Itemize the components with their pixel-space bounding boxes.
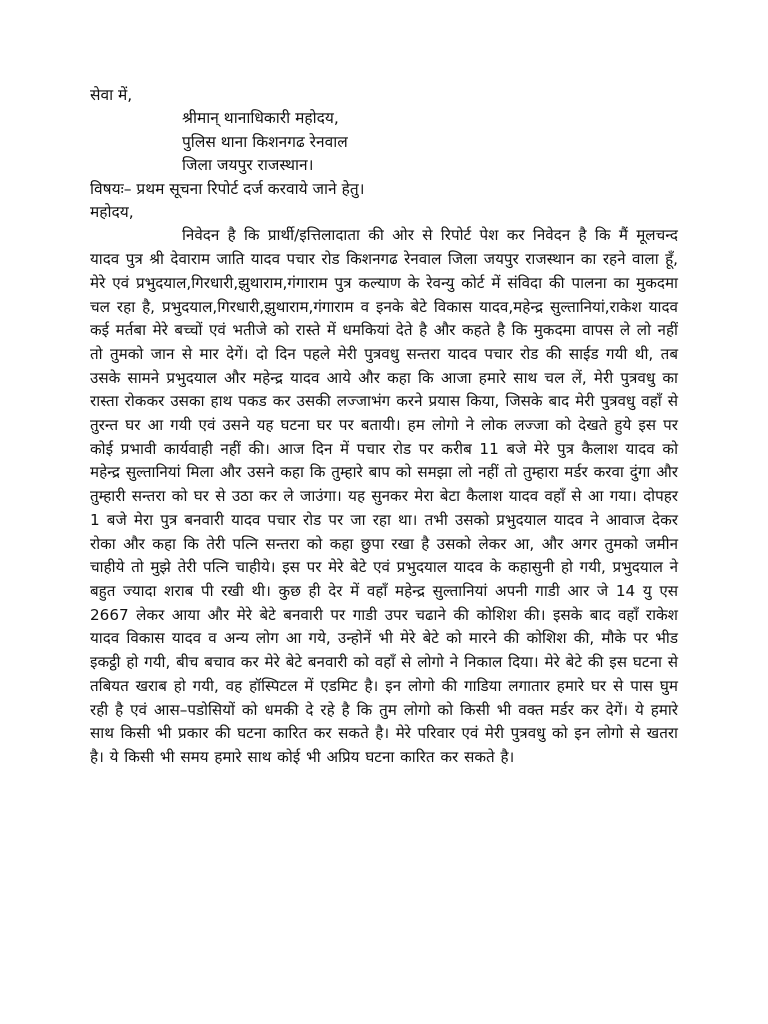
letter-page bbox=[90, 84, 678, 770]
recipient-line-1: श्रीमान् थानाधिकारी महोदय, bbox=[182, 109, 339, 128]
subject-line: विषयः– प्रथम सूचना रिपोर्ट दर्ज करवाये जाने हेतु। bbox=[90, 179, 365, 198]
recipient-line-3: जिला जयपुर राजस्थान। bbox=[182, 156, 314, 175]
recipient-line-2: पुलिस थाना किशनगढ रेनवाल bbox=[182, 132, 348, 151]
letter-body-text: निवेदन है कि प्रार्थी/इत्तिलादाता की ओर से रिपोर्ट पेश कर निवेदन है कि मैं मूलचन्द यादव पुत्र श्री देवाराम जाति यादव पचार रोड किशनगढ रेनवाल जिला जयपुर राजस्थान का रहने वाला हूँ, मेरे एवं प्रभुदयाल,गिरधारी,झुथाराम,गंगाराम पुत्र कल्याण के रेवन्यु कोर्ट में संविदा की पालना का मुकदमा चल रहा है, प्रभुदयाल,गिरधारी,झुथाराम,गंगाराम व इनके बेटे विकास यादव,महेन्द्र सुल्तानियां,राकेश यादव कई मर्तबा मेरे बच्चों एवं भतीजे को रास्ते में धमकियां देते है और कहते है कि मुकदमा वापस ले लो नहीं तो तुमको जान से मार देगें। दो दिन पहले मेरी पुत्रवधु सन्तरा यादव पचार रोड की साईड गयी थी, तब उसके सामने प्रभुदयाल और महेन्द्र यादव आये और कहा कि आजा हमारे साथ चल लें, मेरी पुत्रवधु का रास्ता रोककर उसका हाथ पकड कर उसकी लज्जाभंग करने प्रयास किया, जिसके बाद मेरी पुत्रवधु वहाँ से तुरन्त घर आ गयी एवं उसने यह घटना घर पर बतायी। हम लोगो ने लोक लज्जा को देखते हुये इस पर कोई प्रभावी कार्यवाही नहीं की। आज दिन में पचार रोड पर करीब 11 बजे मेरे पुत्र कैलाश यादव को महेन्द्र सुल्तानियां मिला और उसने कहा कि तुम्हारे बाप को समझा लो नहीं तो तुम्हारा मर्डर करवा दुंगा और तुम्हारी सन्तरा को घर से उठा कर ले जाउंगा। यह सुनकर मेरा बेटा कैलाश यादव वहाँ से आ गया। दोपहर 1 बजे मेरा पुत्र बनवारी यादव पचार रोड पर जा रहा था। तभी उसको प्रभुदयाल यादव ने आवाज देकर रोका और कहा कि तेरी पत्नि सन्तरा को कहा छुपा रखा है उसको लेकर आ, और अगर तुमको जमीन चाहीये तो मुझे तेरी पत्नि चाहीये। इस पर मेरे बेटे एवं प्रभुदयाल यादव के कहासुनी हो गयी, प्रभुदयाल ने बहुत ज्यादा शराब पी रखी थी। कुछ ही देर में वहाँ महेन्द्र सुल्तानियां अपनी गाडी आर जे 14 यु एस 2667 लेकर आया और मेरे बेटे बनवारी पर गाडी उपर चढाने की कोशिश की। इसके बाद वहाँ राकेश यादव विकास यादव व अन्य लोग आ गये, उन्होनें भी मेरे बेटे को मारने की कोशिश की, मौके पर भीड इकट्ठी हो गयी, बीच बचाव कर मेरे बेटे बनवारी को वहाँ से लोगो ने निकाल दिया। मेरे बेटे की इस घटना से तबियत खराब हो गयी, वह हॉस्पिटल में एडमिट है। इन लोगो की गाडिया लगातार हमारे घर से पास घुम रही है एवं आस–पडोसियों को धमकी दे रहे है कि तुम लोगो को किसी भी वक्त मर्डर कर देगें। ये हमारे साथ किसी भी प्रकार की घटना कारित कर सकते है। मेरे परिवार एवं मेरी पुत्रवधु को इन लोगो से खतरा है। ये किसी भी समय हमारे साथ कोई भी अप्रिय घटना कारित कर सकते है। bbox=[90, 226, 678, 766]
letter-body bbox=[90, 224, 678, 769]
salutation-to: सेवा में, bbox=[90, 86, 133, 104]
greeting: महोदय, bbox=[90, 203, 134, 222]
